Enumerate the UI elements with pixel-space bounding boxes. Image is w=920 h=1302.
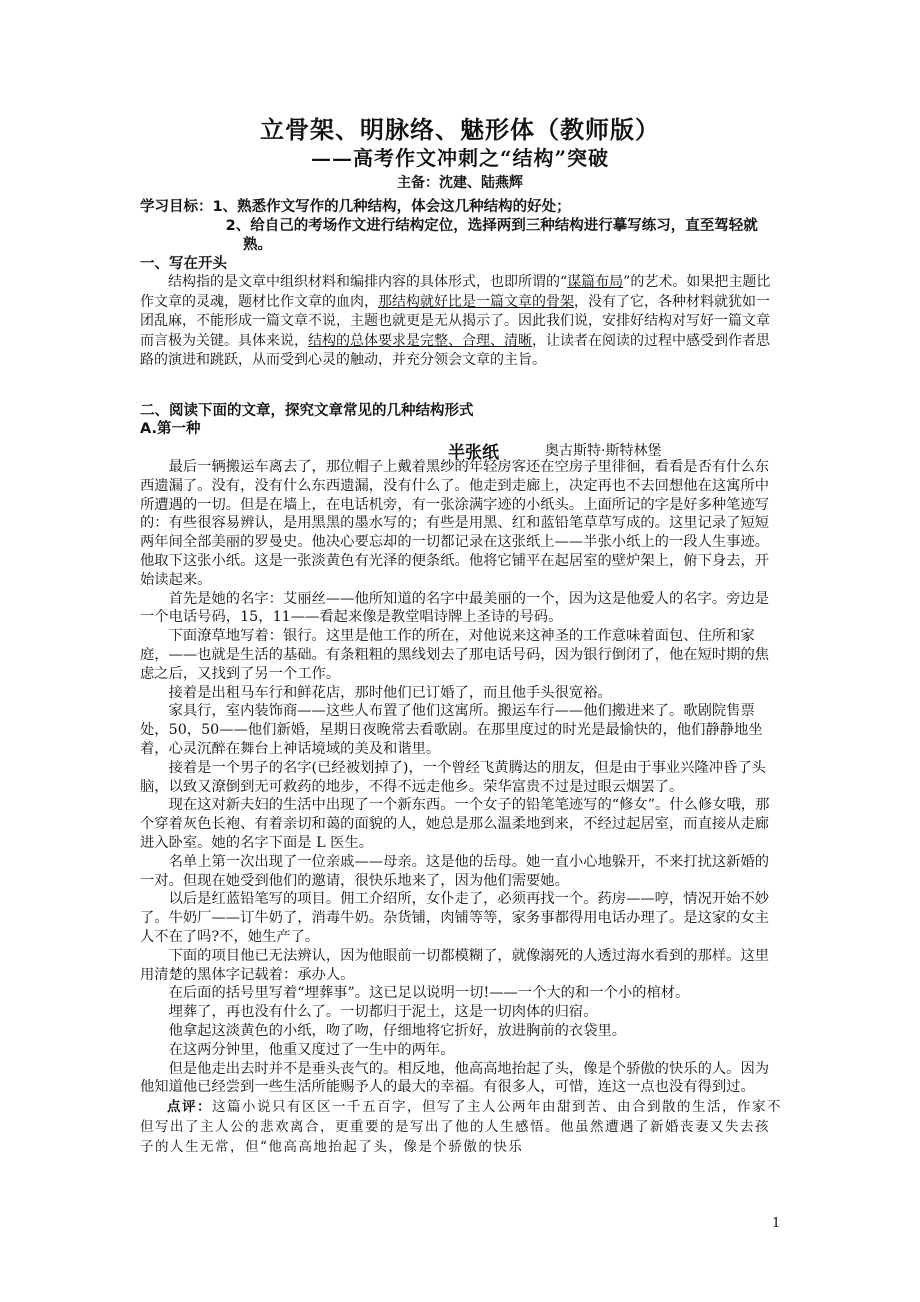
goals-label: 学习目标： bbox=[140, 199, 213, 215]
underlined-text: 谋篇布局 bbox=[567, 274, 624, 290]
comment-label: 点评： bbox=[167, 1099, 212, 1116]
story-paragraph: 最后一辆搬运车离去了，那位帽子上戴着黑纱的年轻房客还在空房子里徘徊，看看是否有什么东西遗漏了。没有，没有什么东西遗漏，没有什么了。他走到走廊上，决定再也不去回想他在这寓所中所遭遇的一切。但是在墙上，在电话机旁，有一张涂满字迹的小纸头。上面所记的字是好多种笔迹写的：有些很容易辨认，是用黑黑的墨水写的；有些是用黑、红和蓝铅笔草草写成的。这里记录了短短两年间全部美丽的罗曼史。他决心要忘却的一切都记录在这张纸上——半张小纸上的一段人生事迹。 他取下这张小纸。这是一张淡黄色有光泽的便条纸。他将它铺平在起居室的壁炉架上，俯下身去，开始读起来。 bbox=[140, 459, 770, 588]
page-number: 1 bbox=[772, 1216, 781, 1231]
story-paragraph: 埋葬了，再也没有什么了。一切都归于泥土，这是一切肉体的归宿。 bbox=[168, 1004, 598, 1021]
story-paragraph: 下面的项目他已无法辨认，因为他眼前一切都模糊了，就像溺死的人透过海水看到的那样。这里用清楚的黑体字记载着：承办人。 bbox=[140, 947, 770, 983]
story-paragraph: 首先是她的名字：艾丽丝——他所知道的名字中最美丽的一个，因为这是他爱人的名字。旁边是一个电话号码，15，11——看起来像是教堂唱诗牌上圣诗的号码。 bbox=[140, 590, 770, 626]
story-paragraph: 在后面的括号里写着“埋葬事”。这已足以说明一切!——一个大的和一个小的棺材。 bbox=[168, 985, 690, 1002]
story-body bbox=[140, 458, 782, 1157]
goal-item-1: 1、熟悉作文写作的几种结构，体会这几种结构的好处； bbox=[212, 199, 571, 215]
document-title: 立骨架、明脉络、魅形体（教师版） bbox=[260, 116, 660, 144]
goal-line-1 bbox=[140, 198, 782, 217]
text-run: ”的艺术。如果把主题比作文章的灵魂，题材比作文章的血肉， bbox=[140, 274, 771, 310]
story-paragraph: 他拿起这淡黄色的小纸，吻了吻，仔细地将它折好，放进胸前的衣袋里。 bbox=[168, 1022, 627, 1039]
story-paragraph: 在这两分钟里，他重又度过了一生中的两年。 bbox=[168, 1041, 455, 1058]
document-authors: 主备：沈建、陆燕辉 bbox=[397, 175, 523, 191]
story-paragraph: 接着是一个男子的名字(已经被划掉了)，一个曾经飞黄腾达的朋友，但是由于事业兴隆冲昏了头脑，以致又潦倒到无可救药的地步，不得不远走他乡。荣华富贵不过是过眼云烟罢了。 bbox=[140, 759, 766, 795]
story-paragraph: 下面潦草地写着：银行。这里是他工作的所在，对他说来这神圣的工作意味着面包、住所和家庭，——也就是生活的基础。有条粗粗的黑线划去了那电话号码，因为银行倒闭了，他在短时期的焦虑之后，又找到了另一个工作。 bbox=[140, 628, 770, 682]
story-author: 奥古斯特·斯特林堡 bbox=[545, 443, 662, 459]
story-paragraph: 名单上第一次出现了一位亲戚——母亲。这是他的岳母。她一直小心地躲开，不来打扰这新婚的一对。但现在她受到他们的邀请，很快乐地来了，因为他们需要她。 bbox=[140, 853, 770, 889]
text-run: ，让读者在阅读的过程中感受到作者思路的演进和跳跃，从而受到心灵的触动，并充分领会文章的主旨。 bbox=[140, 332, 770, 368]
story-paragraph: 接着是出租马车行和鲜花店，那时他们已订婚了，而且他手头很宽裕。 bbox=[168, 684, 612, 701]
story-paragraph: 以后是红蓝铅笔写的项目。佣工介绍所，女仆走了，必须再找一个。药房——哼，情况开始不妙了。牛奶厂——订牛奶了，消毒牛奶。杂货铺，肉铺等等，家务事都得用电话办理了。是这家的女主人不在了吗?不，她生产了。 bbox=[140, 891, 770, 945]
underlined-text: 那结构就好比是一篇文章的骨架 bbox=[378, 293, 574, 310]
story-paragraph: 家具行，室内装饰商——这些人布置了他们这寓所。搬运车行——他们搬进来了。歌剧院售票处，50，50——他们新婚，星期日夜晚常去看歌剧。在那里度过的时光是最愉快的，他们静静地坐着，心灵沉醉在舞台上神话境域的美及和谐里。 bbox=[140, 703, 763, 757]
section-1-body bbox=[140, 273, 782, 371]
section-1-paragraph bbox=[140, 273, 782, 371]
learning-goals bbox=[140, 198, 782, 255]
comment-text: 这篇小说只有区区一千五百字，但写了主人公两年由甜到苦、由合到散的生活，作家不但写出了主人公的悲欢离合，更重要的是写出了他的人生感悟。他虽然遭遇了新婚丧妻又失去孩子的人生无常，但“他高高地抬起了头，像是个骄傲的快乐 bbox=[140, 1099, 782, 1156]
story-paragraph: 但是他走出去时并不是垂头丧气的。相反地，他高高地抬起了头，像是个骄傲的快乐的人。因为他知道他已经尝到一些生活所能赐予人的最大的幸福。有很多人，可惜，连这一点也没有得到过。 bbox=[140, 1060, 770, 1096]
section-1-heading: 一、写在开头 bbox=[140, 256, 227, 272]
text-run: ，没有了它，各种材料就犹如一团乱麻，不能形成一篇文章不说，主题也就更是无从揭示了。因此我们说，安排好结构对写好一篇文章而言极为关键。具体来说， bbox=[140, 293, 770, 349]
section-2-subheading: A.第一种 bbox=[140, 421, 201, 437]
goal-item-2: 2、给自己的考场作文进行结构定位，选择两到三种结构进行摹写练习，直至驾轻就熟。 bbox=[225, 218, 758, 253]
text-run: 结构指的是文章中组织材料和编排内容的具体形式，也即所谓的“ bbox=[168, 274, 568, 290]
document-subtitle: ——高考作文冲刺之“结构”突破 bbox=[310, 146, 609, 170]
story-paragraph: 现在这对新夫妇的生活中出现了一个新东西。一个女子的铅笔笔迹写的“修女”。什么修女哦，那个穿着灰色长袍、有着亲切和蔼的面貌的人，她总是那么温柔地到来，不经过起居室，而直接从走廊进入卧室。她的名字下面是 L 医生。 bbox=[140, 797, 770, 851]
underlined-text: 结构的总体要求是完整、合理、清晰 bbox=[308, 332, 532, 349]
story-title: 半张纸 bbox=[448, 443, 499, 463]
comment-paragraph bbox=[140, 1097, 782, 1157]
section-2-heading: 二、阅读下面的文章，探究文章常见的几种结构形式 bbox=[140, 403, 474, 419]
